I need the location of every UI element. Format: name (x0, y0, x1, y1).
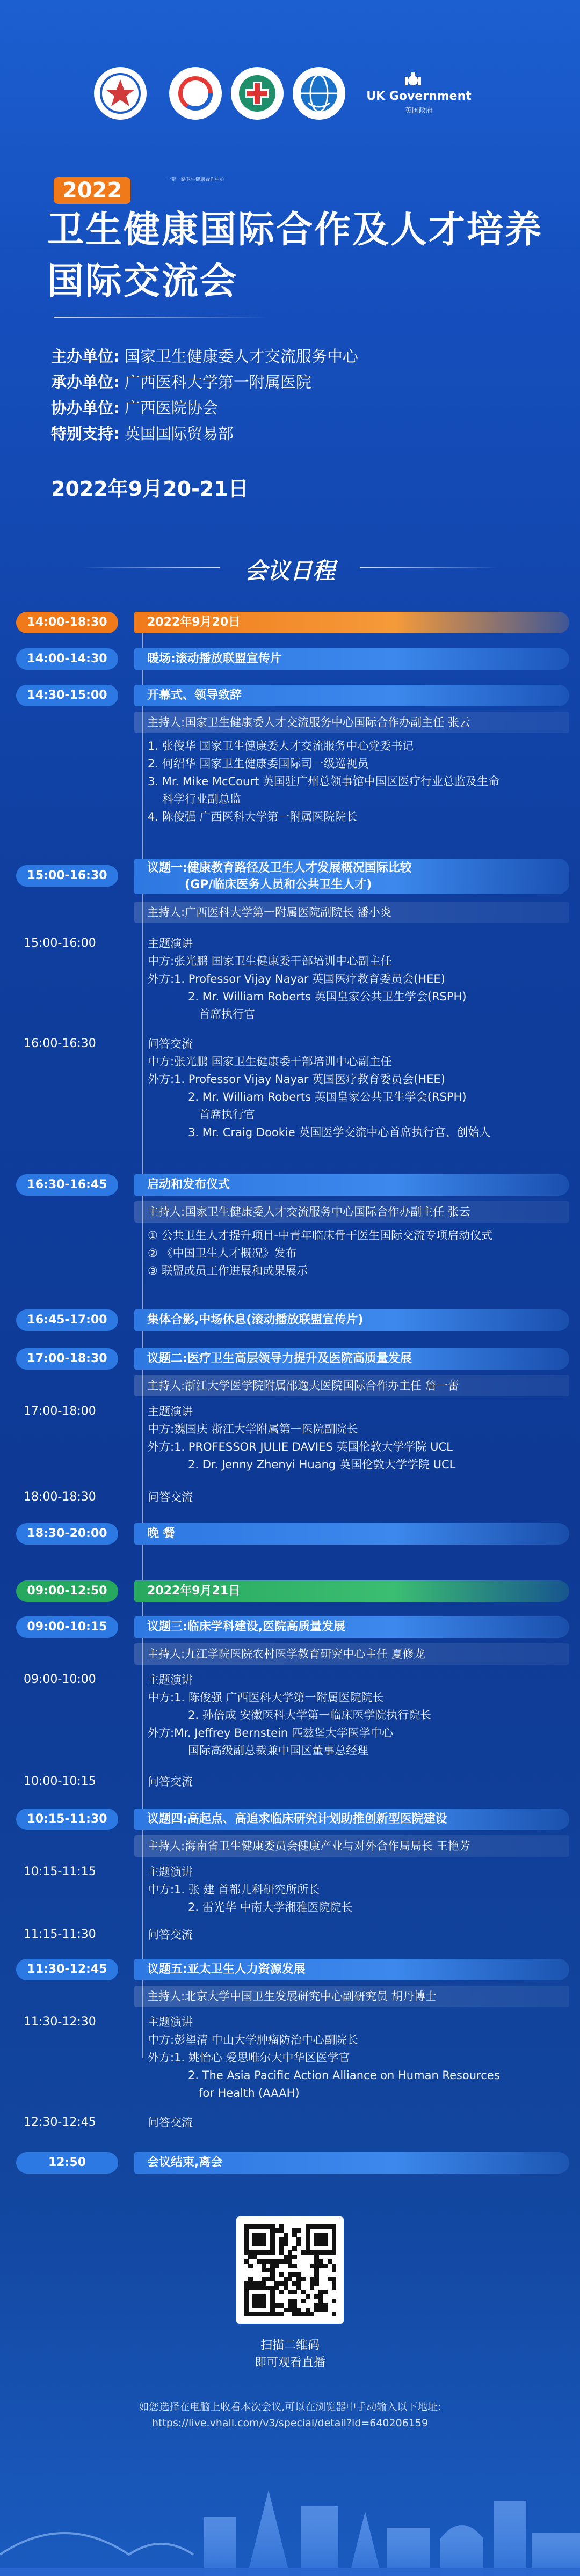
qr-caption-line-1: 扫描二维码 (260, 2339, 320, 2352)
ceremony-item: ③ 联盟成员工作进展和成果展示 (148, 1264, 308, 1277)
qr-module (332, 2286, 337, 2290)
qa-label: 问答交流 (148, 1775, 193, 1788)
org-value: 广西医院协会 (124, 399, 218, 417)
speaker-line: for Health (AAAH) (199, 2087, 300, 2099)
qr-module (301, 2299, 306, 2303)
qr-module (292, 2246, 297, 2251)
qr-module (296, 2242, 301, 2246)
session-title: 议题三:临床学科建设,医院高质量发展 (134, 1616, 569, 1638)
speaker-line: 主题演讲 (148, 2016, 193, 2029)
speaker-line: 2. 雷光华 中南大学湘雅医院院长 (188, 1901, 353, 1914)
year-badge: 2022 (54, 177, 130, 204)
org-value: 国家卫生健康委人才交流服务中心 (124, 347, 358, 365)
speaker-line: 首席执行官 (199, 1108, 255, 1121)
speaker-line: 国际高级副总裁兼中国区董事总经理 (188, 1744, 368, 1757)
qr-module (279, 2312, 284, 2317)
speaker-line: 3. Mr. Mike McCourt 英国驻广州总领事馆中国区医疗行业总监及生命 (148, 775, 499, 788)
globe-emblem-icon (298, 72, 340, 115)
session-time: 11:30-12:30 (24, 2015, 96, 2029)
speaker-line: 2. Dr. Jenny Zhenyi Huang 英国伦敦大学学院 UCL (188, 1458, 456, 1471)
speaker-line: 外方:Mr. Jeffrey Bernstein 匹兹堡大学医学中心 (148, 1726, 393, 1739)
speaker-line: 2. Mr. William Roberts 英国皇家公共卫生学会(RSPH) (188, 990, 467, 1003)
session-title: 议题五:亚太卫生人力资源发展 (134, 1959, 569, 1980)
title-divider (54, 317, 269, 318)
speaker-line: 2. 孙倍成 安徽医科大学第一临床医学院执行院长 (188, 1709, 432, 1722)
organizers (51, 343, 534, 447)
qr-module (284, 2242, 288, 2246)
event-date: 2022年9月20-21日 (51, 477, 249, 501)
qr-module (323, 2242, 328, 2246)
qr-module (274, 2264, 279, 2268)
session-time: 10:15-11:30 (16, 1809, 118, 1830)
logo-globe-icon (293, 67, 345, 120)
logo-ring-icon (169, 67, 222, 120)
footer-line-1: 如您选择在电脑上收看本次会议,可以在浏览器中手动输入以下地址: (139, 2401, 441, 2413)
uk-government-logo (365, 72, 473, 115)
speaker-line: 中方:张光鹏 国家卫生健康委干部培训中心副主任 (148, 1055, 392, 1068)
session-time: 18:30-20:00 (16, 1523, 118, 1545)
speaker-line: 中方:张光鹏 国家卫生健康委干部培训中心副主任 (148, 955, 392, 968)
agenda-heading (0, 550, 580, 582)
session-host: 主持人:北京大学中国卫生发展研究中心副研究员 胡丹博士 (134, 1986, 569, 2007)
org-label: 协办单位: (51, 399, 120, 417)
day2-date: 2022年9月21日 (134, 1580, 569, 1602)
session-time: 16:30-16:45 (16, 1174, 118, 1196)
speaker-line: 主题演讲 (148, 937, 193, 950)
logo-star-icon (94, 67, 147, 120)
qr-module (301, 2277, 306, 2281)
speaker-line: 主题演讲 (148, 1405, 193, 1418)
session-title: 晚 餐 (134, 1523, 569, 1545)
qr-code-pattern (244, 2224, 336, 2316)
speaker-line: 科学行业副总监 (162, 793, 241, 806)
session-time: 15:00-16:30 (16, 865, 118, 887)
session-title: 集体合影,中场休息(滚动播放联盟宣传片) (134, 1309, 569, 1331)
ceremony-item: ① 公共卫生人才提升项目-中青年临床骨干医生国际交流专项启动仪式 (148, 1229, 493, 1242)
session-title: 会议结束,离会 (134, 2152, 569, 2174)
qr-module (332, 2312, 337, 2317)
ring-emblem-icon (174, 72, 217, 115)
speaker-line: 3. Mr. Craig Dookie 英国医学交流中心首席执行官、创始人 (188, 1126, 491, 1139)
session-time: 15:00-16:00 (24, 936, 96, 950)
session-host: 主持人:浙江大学医学院附属邵逸夫医院国际合作办主任 詹一蕾 (134, 1375, 569, 1396)
speaker-line: 2. Mr. William Roberts 英国皇家公共卫生学会(RSPH) (188, 1091, 467, 1103)
qr-module (332, 2299, 337, 2303)
uk-gov-subtitle: 英国政府 (404, 107, 433, 115)
session-host: 主持人:国家卫生健康委人才交流服务中心国际合作办副主任 张云 (134, 1201, 569, 1223)
logo-cross-icon (231, 67, 284, 120)
qr-module (323, 2290, 328, 2295)
speaker-line: 中方:1. 陈俊强 广西医科大学第一附属医院院长 (148, 1691, 384, 1704)
speaker-line: 外方:1. PROFESSOR JULIE DAVIES 英国伦敦大学学院 UCL (148, 1440, 453, 1453)
qa-label: 问答交流 (148, 1928, 193, 1941)
session-title-line-2: (GP/临床医务人员和公共卫生人才) (185, 878, 372, 891)
org-organizer (51, 369, 534, 395)
speaker-line: 首席执行官 (199, 1008, 255, 1021)
qr-module (262, 2303, 266, 2308)
session-time: 10:00-10:15 (24, 1775, 96, 1788)
speaker-line: 4. 陈俊强 广西医科大学第一附属医院院长 (148, 810, 358, 823)
qa-label: 问答交流 (148, 2116, 193, 2129)
qr-module (296, 2228, 301, 2233)
qr-module (292, 2290, 297, 2295)
footer-note (0, 2399, 580, 2431)
org-special-support (51, 421, 534, 447)
session-time: 10:15-11:15 (24, 1865, 96, 1878)
qr-code[interactable] (236, 2216, 344, 2324)
speaker-line: 中方:魏国庆 浙江大学附属第一医院副院长 (148, 1423, 358, 1436)
title-line-1: 卫生健康国际合作及人才培养 (47, 208, 543, 251)
session-title: 启动和发布仪式 (134, 1174, 569, 1196)
session-time: 17:00-18:30 (16, 1348, 118, 1370)
session-time: 18:00-18:30 (24, 1490, 96, 1504)
qr-module (310, 2312, 315, 2317)
page-title (47, 204, 574, 307)
qr-module (332, 2268, 337, 2273)
qr-module (306, 2294, 310, 2299)
qr-module (332, 2250, 337, 2255)
session-time: 12:30-12:45 (24, 2116, 96, 2129)
speaker-line: 2. 何绍华 国家卫生健康委国际司一级巡视员 (148, 757, 369, 770)
session-title: 议题四:高起点、高追求临床研究计划助推创新型医院建设 (134, 1809, 569, 1830)
qr-caption-line-2: 即可观看直播 (254, 2356, 325, 2369)
speaker-line: 主题演讲 (148, 1865, 193, 1878)
title-line-2: 国际交流会 (47, 260, 238, 303)
qr-module (248, 2264, 253, 2268)
session-host: 主持人:九江学院医院农村医学教育研究中心主任 夏修龙 (134, 1643, 569, 1665)
org-value: 广西医科大学第一附属医院 (124, 373, 311, 391)
footer-url[interactable]: https://live.vhall.com/v3/special/detail?id=640206159 (151, 2417, 429, 2429)
session-title-line-1: 议题一:健康教育路径及卫生人才发展概况国际比较 (147, 861, 412, 875)
speaker-line: 外方:1. Professor Vijay Nayar 英国医疗教育委员会(HEE) (148, 1073, 445, 1086)
session-time: 09:00-10:00 (24, 1673, 96, 1686)
uk-gov-title: UK Government (366, 90, 472, 103)
session-title: 暖场:滚动播放联盟宣传片 (134, 648, 569, 670)
session-host: 主持人:国家卫生健康委人才交流服务中心国际合作办副主任 张云 (134, 712, 569, 733)
day2-time: 09:00-12:50 (16, 1580, 118, 1602)
org-value: 英国国际贸易部 (124, 425, 234, 443)
org-co-organizer (51, 395, 534, 421)
speaker-line: 中方:彭望清 中山大学肿瘤防治中心副院长 (148, 2033, 358, 2046)
heading-rule-right (360, 567, 499, 568)
star-emblem-icon (99, 72, 142, 115)
logo-ring-caption: 一带一路卫生健康合作中心 (166, 177, 224, 182)
session-time: 16:00-16:30 (24, 1037, 96, 1050)
ceremony-item: ② 《中国卫生人才概况》发布 (148, 1247, 297, 1260)
org-label: 承办单位: (51, 373, 120, 391)
day1-date: 2022年9月20日 (134, 612, 569, 633)
session-title: 议题二:医疗卫生高层领导力提升及医院高质量发展 (134, 1348, 569, 1370)
speaker-line: 2. The Asia Pacific Action Alliance on Human Resources (188, 2069, 500, 2082)
qr-module (292, 2264, 297, 2268)
qr-module (310, 2286, 315, 2290)
qr-caption (0, 2337, 580, 2372)
city-skyline-illustration (0, 2447, 580, 2576)
qr-module (292, 2255, 297, 2259)
qr-module (323, 2308, 328, 2312)
session-host: 主持人:广西医科大学第一附属医院副院长 潘小炎 (134, 902, 569, 923)
session-time: 09:00-10:15 (16, 1616, 118, 1638)
speaker-line: 外方:1. 姚怡心 爱思唯尔大中华区医学官 (148, 2051, 350, 2064)
org-label: 特别支持: (51, 425, 120, 443)
speaker-line: 主题演讲 (148, 1673, 193, 1686)
qr-module (314, 2281, 319, 2286)
agenda-title: 会议日程 (244, 558, 335, 584)
session-time: 11:15-11:30 (24, 1928, 96, 1941)
session-time: 12:50 (16, 2152, 118, 2174)
speaker-line: 问答交流 (148, 1037, 193, 1050)
medical-cross-icon (236, 72, 279, 115)
qr-module (270, 2250, 275, 2255)
speaker-line: 1. 张俊华 国家卫生健康委人才交流服务中心党委书记 (148, 740, 414, 752)
day1-time: 14:00-18:30 (16, 612, 118, 633)
royal-crest-icon (404, 72, 422, 89)
qr-module (279, 2290, 284, 2295)
session-time: 11:30-12:45 (16, 1959, 118, 1980)
session-title: 开幕式、领导致辞 (134, 685, 569, 706)
qa-label: 问答交流 (148, 1491, 193, 1504)
org-label: 主办单位: (51, 347, 120, 365)
qr-module (262, 2242, 266, 2246)
session-time: 16:45-17:00 (16, 1309, 118, 1331)
session-time: 14:00-14:30 (16, 648, 118, 670)
org-host (51, 343, 534, 369)
speaker-line: 中方:1. 张 建 首都儿科研究所所长 (148, 1883, 320, 1896)
qr-module (323, 2264, 328, 2268)
session-host: 主持人:海南省卫生健康委员会健康产业与对外合作局局长 王艳芳 (134, 1835, 569, 1857)
session-time: 14:30-15:00 (16, 685, 118, 706)
speaker-line: 外方:1. Professor Vijay Nayar 英国医疗教育委员会(HEE) (148, 972, 445, 985)
logo-strip (0, 62, 580, 182)
session-time: 17:00-18:00 (24, 1404, 96, 1418)
session-title (134, 859, 569, 894)
